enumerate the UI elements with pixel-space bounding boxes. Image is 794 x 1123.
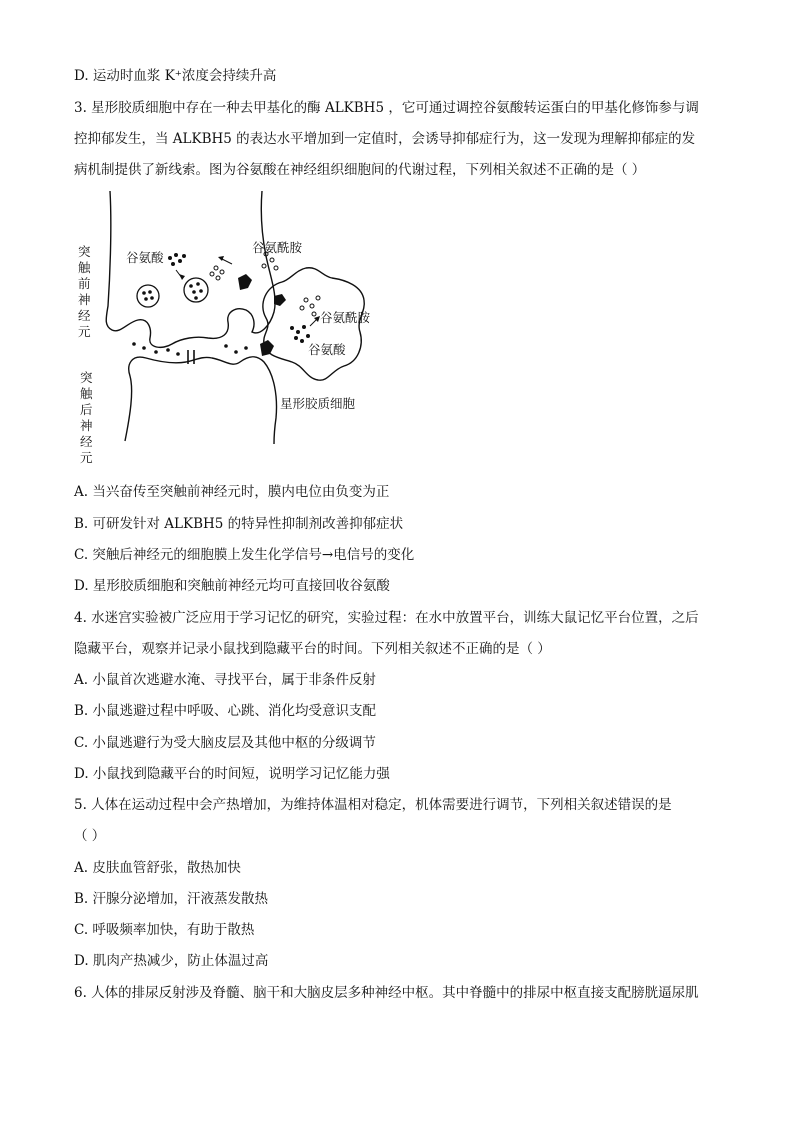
- option-5d: D. 肌肉产热减少，防止体温过高: [74, 953, 269, 969]
- glutamate-label-presynaptic: 谷氨酸: [126, 250, 164, 265]
- presynaptic-label: 突触前 神经元: [78, 244, 91, 339]
- postsynaptic-membrane: [125, 357, 277, 444]
- option-2d: D. 运动时血浆 K⁺浓度会持续升高: [74, 68, 277, 84]
- option-3a: A. 当兴奋传至突触前神经元时，膜内电位由负变为正: [74, 484, 390, 500]
- option-4d: D. 小鼠找到隐藏平台的时间短，说明学习记忆能力强: [74, 766, 390, 782]
- glutamine-label-astrocyte: 谷氨酰胺: [320, 310, 371, 325]
- question-4-stem-line-1: 4. 水迷宫实验被广泛应用于学习记忆的研究，实验过程：在水中放置平台，训练大鼠记忆平台位置，之后: [74, 610, 699, 626]
- synapse-figure: [70, 186, 380, 465]
- transporter: [274, 294, 286, 306]
- question-5-stem-line-1: 5. 人体在运动过程中会产热增加，为维持体温相对稳定，机体需要进行调节，下列相关叙述错误的是: [74, 797, 672, 813]
- question-5-stem-line-2: （ ）: [74, 828, 106, 844]
- synaptic-vesicle: [137, 285, 159, 307]
- transporter: [238, 274, 252, 290]
- presynaptic-membrane: [106, 191, 275, 347]
- glutamate-label-astrocyte: 谷氨酸: [308, 342, 346, 357]
- option-5b: B. 汗腺分泌增加，汗液蒸发散热: [74, 891, 269, 907]
- option-4c: C. 小鼠逃避行为受大脑皮层及其他中枢的分级调节: [74, 735, 376, 751]
- question-6-stem-line-1: 6. 人体的排尿反射涉及脊髓、脑干和大脑皮层多种神经中枢。其中脊髓中的排尿中枢直接支配膀胱逼尿肌: [74, 985, 699, 1001]
- option-4a: A. 小鼠首次逃避水淹、寻找平台，属于非条件反射: [74, 672, 376, 688]
- option-4b: B. 小鼠逃避过程中呼吸、心跳、消化均受意识支配: [74, 703, 377, 719]
- synapse-diagram: [70, 186, 380, 465]
- question-3-stem-line-1: 3. 星形胶质细胞中存在一种去甲基化的酶 ALKBH5 ，它可通过调控谷氨酸转运蛋白的甲基化修饰参与调: [74, 100, 699, 116]
- glutamine-label-cleft: 谷氨酰胺: [252, 240, 303, 255]
- transporter: [260, 340, 274, 356]
- option-3c: C. 突触后神经元的细胞膜上发生化学信号→电信号的变化: [74, 547, 415, 563]
- question-4-stem-line-2: 隐藏平台，观察并记录小鼠找到隐藏平台的时间。下列相关叙述不正确的是（ ）: [74, 641, 551, 657]
- question-3-stem-line-2: 控抑郁发生，当 ALKBH5 的表达水平增加到一定值时，会诱导抑郁症行为，这一发现为理解抑郁症的发: [74, 131, 696, 147]
- option-3b: B. 可研发针对 ALKBH5 的特异性抑制剂改善抑郁症状: [74, 516, 404, 532]
- option-5a: A. 皮肤血管舒张，散热加快: [74, 860, 241, 876]
- postsynaptic-label: 突触后 神经元: [80, 370, 93, 465]
- option-5c: C. 呼吸频率加快，有助于散热: [74, 922, 255, 938]
- option-3d: D. 星形胶质细胞和突触前神经元均可直接回收谷氨酸: [74, 578, 390, 594]
- astrocyte-label: 星形胶质细胞: [280, 396, 356, 411]
- question-3-stem-line-3: 病机制提供了新线索。图为谷氨酸在神经组织细胞间的代谢过程，下列相关叙述不正确的是（ ）: [74, 162, 646, 178]
